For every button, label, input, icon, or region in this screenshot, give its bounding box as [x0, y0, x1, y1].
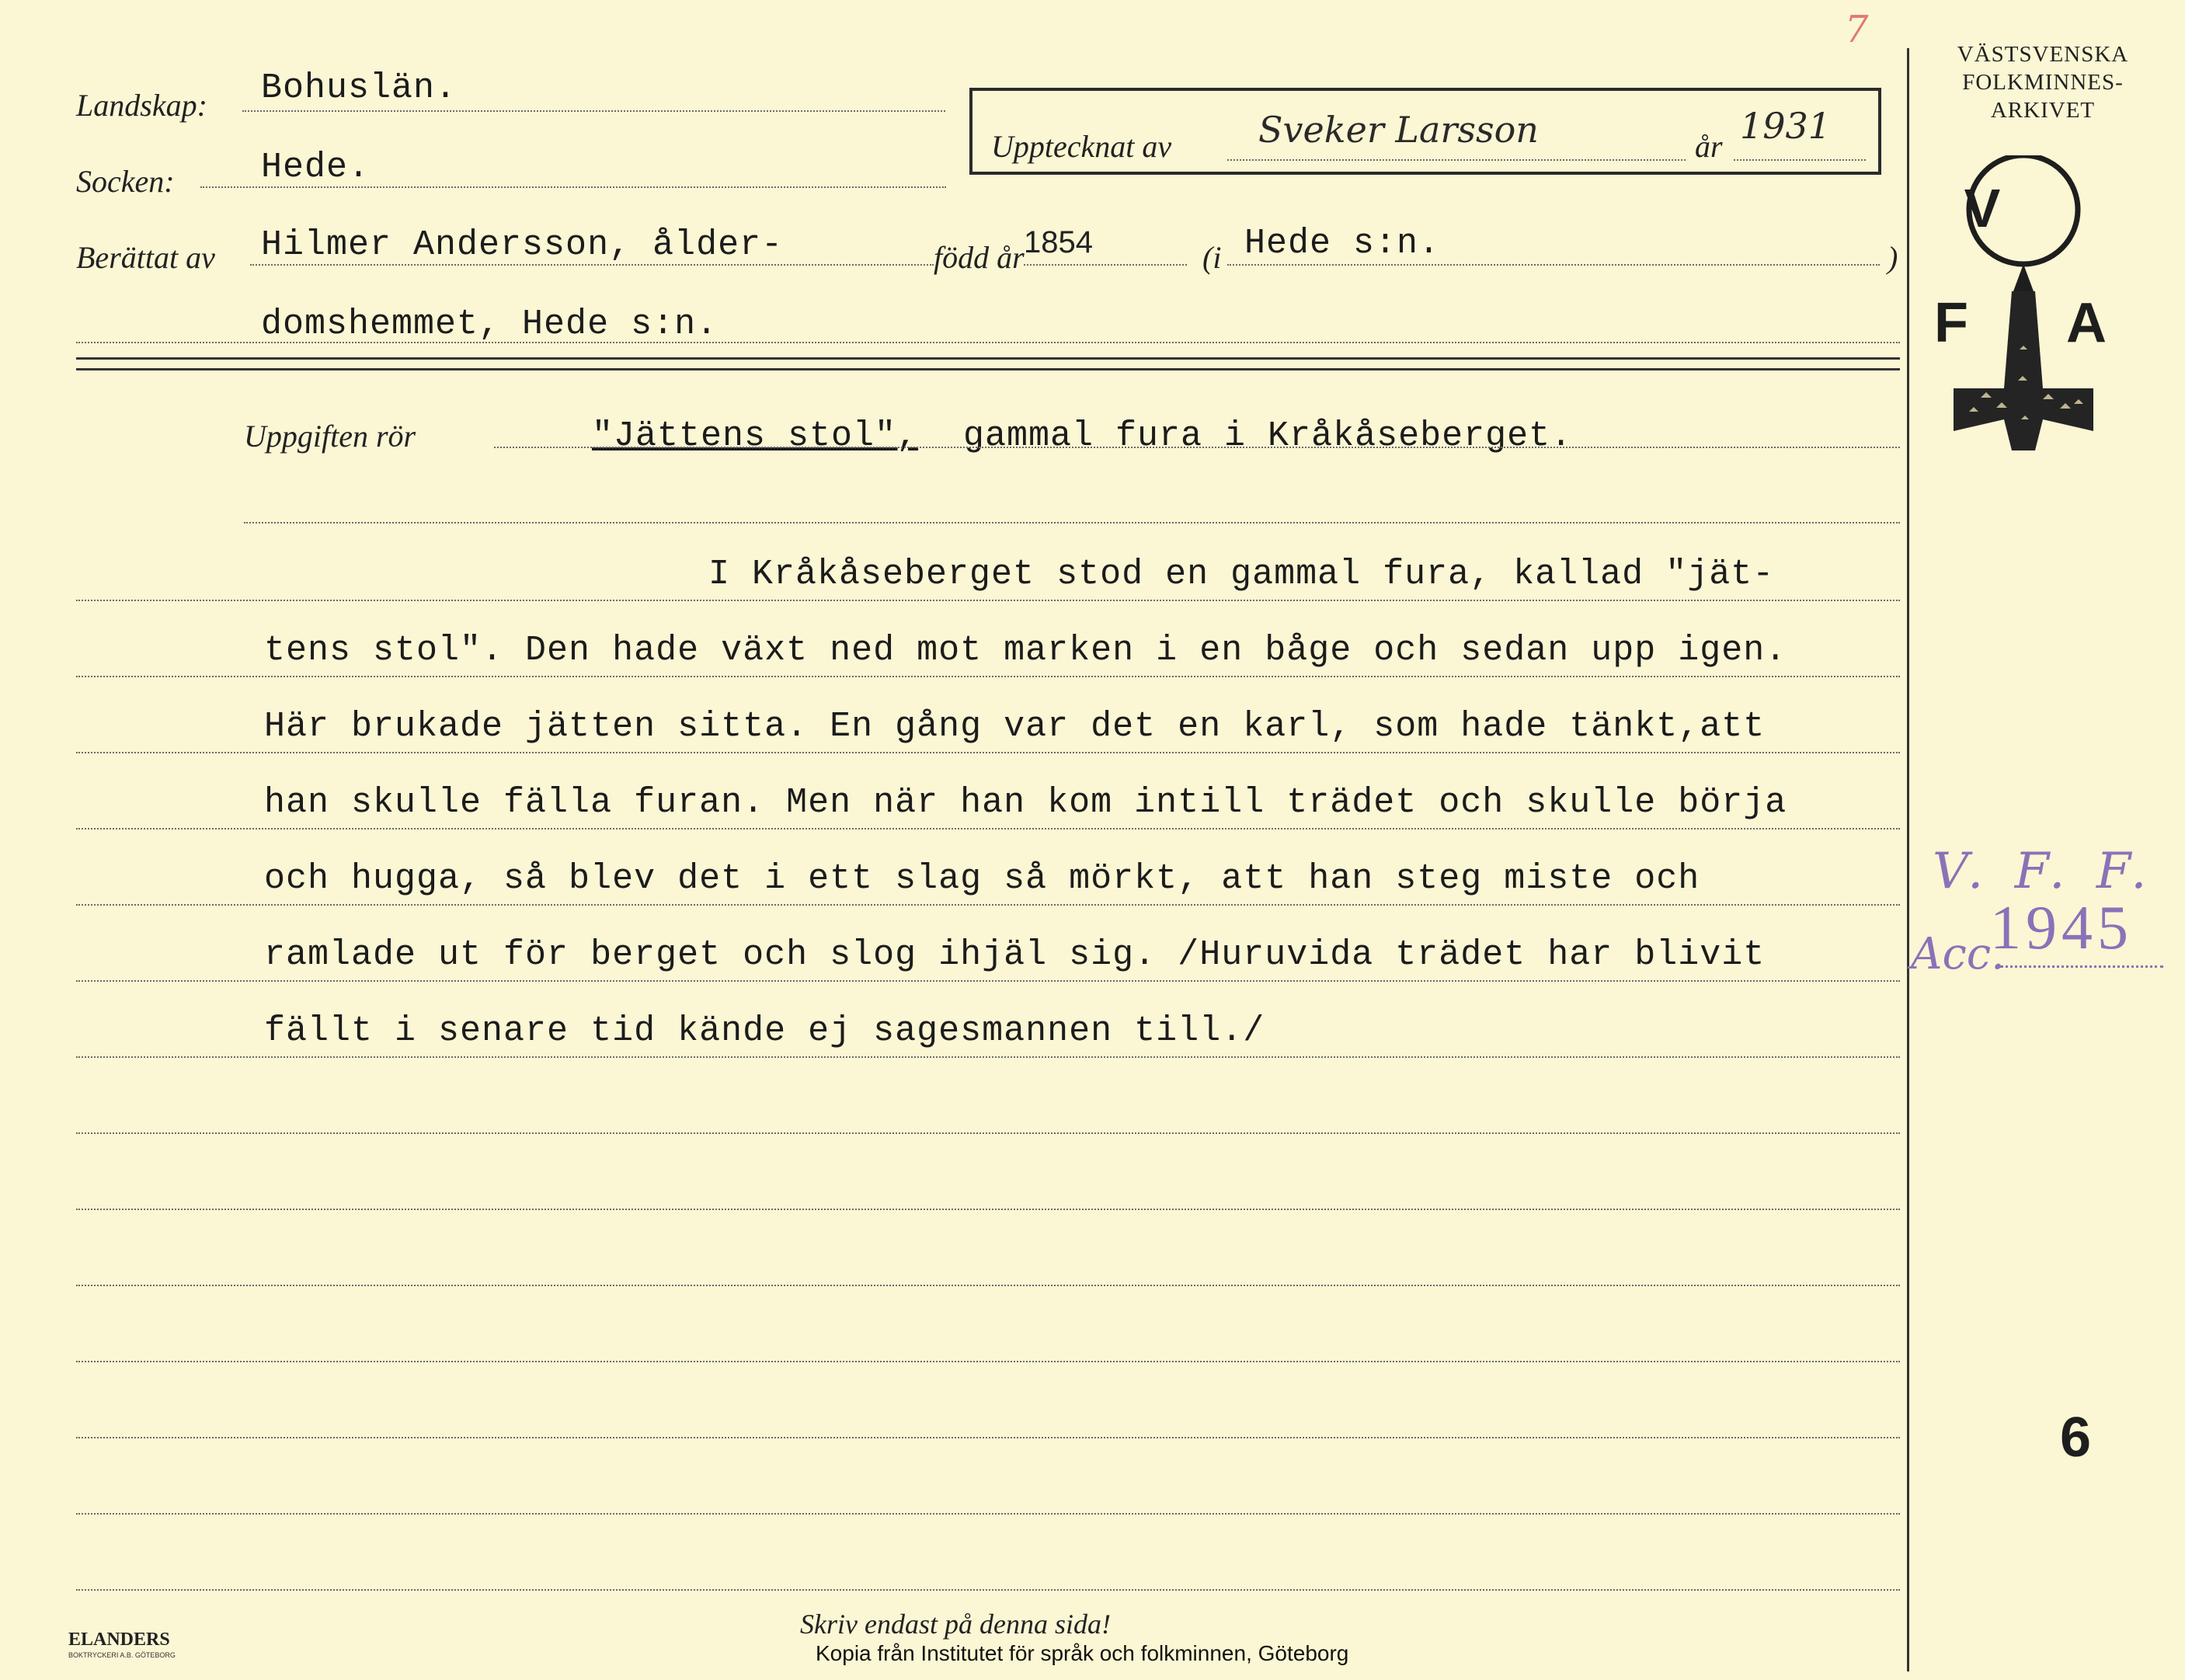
archive-name-line-1: VÄSTSVENSKA — [1957, 42, 2129, 67]
page-number: 6 — [2060, 1407, 2092, 1469]
narrated-by-line-2: domshemmet, Hede s:n. — [261, 304, 718, 344]
subject-line-2 — [244, 522, 1900, 523]
ruled-line — [76, 828, 1900, 830]
place-value: Hede s:n. — [1244, 224, 1441, 263]
subject-title: "Jättens stol", — [592, 416, 919, 456]
body-line-3: Här brukade jätten sitta. En gång var det en karl, som hade tänkt,att — [264, 707, 1766, 746]
ruled-line — [76, 1285, 1900, 1286]
year-label: år — [1695, 129, 1723, 164]
subject-line-1 — [494, 447, 1900, 448]
ruled-line — [76, 1209, 1900, 1210]
archive-name-line-2: FOLKMINNES- — [1962, 70, 2124, 95]
ruled-line — [76, 1589, 1900, 1591]
body-line-2: tens stol". Den hade växt ned mot marken i en båge och sedan upp igen. — [264, 631, 1787, 670]
narrated-by-line-1: Hilmer Andersson, ålder- — [261, 225, 784, 265]
body-line-6: ramlade ut för berget och slog ihjäl sig. /Huruvida trädet har blivit — [264, 935, 1766, 975]
corner-mark: 7 — [1845, 8, 1869, 51]
header-rule-bottom — [76, 368, 1900, 370]
stamp-underline — [2000, 965, 2163, 968]
ruled-line — [76, 1513, 1900, 1515]
ruled-line — [76, 752, 1900, 753]
socken-label: Socken: — [76, 164, 175, 199]
narrated-by-underline-2 — [76, 342, 1900, 343]
stamp-vff: V. F. F. — [1933, 843, 2155, 900]
stamp-acc-number: 1945 — [1990, 894, 2133, 962]
ruled-line — [76, 1056, 1900, 1058]
stamp-acc-label: Acc. — [1911, 929, 2005, 979]
footer-instruction: Skriv endast på denna sida! — [800, 1609, 1111, 1640]
ruled-line — [76, 1437, 1900, 1438]
narrated-by-underline-1 — [250, 264, 934, 266]
body-line-1: I Kråkåseberget stod en gammal fura, kallad "jät- — [708, 555, 1775, 594]
margin-divider — [1907, 48, 1909, 1671]
year-value: 1931 — [1740, 105, 1832, 147]
place-line — [1227, 264, 1880, 266]
archive-name — [1915, 40, 2171, 124]
socken-line — [200, 186, 946, 188]
recorded-by-label: Upptecknat av — [991, 129, 1172, 164]
born-value: 1854 — [1024, 225, 1093, 259]
place-suffix: ) — [1888, 240, 1898, 275]
logo-letter-v: V — [1964, 178, 2001, 238]
ruled-line — [76, 1132, 1900, 1134]
body-line-4: han skulle fälla furan. Men när han kom intill trädet och skulle börja — [264, 783, 1787, 823]
printer-sub: BOKTRYCKERI A.B. GÖTEBORG — [68, 1651, 176, 1659]
archive-name-line-3: ARKIVET — [1990, 98, 2096, 123]
ruled-line — [76, 980, 1900, 982]
landskap-label: Landskap: — [76, 88, 207, 123]
subject-rest: gammal fura i Kråkåseberget. — [963, 416, 1573, 456]
born-line — [1024, 264, 1187, 266]
ruled-line — [76, 1361, 1900, 1362]
logo-letter-f: F — [1934, 292, 1968, 354]
body-line-5: och hugga, så blev det i ett slag så mörkt, att han steg miste och — [264, 859, 1700, 899]
ruled-line — [76, 676, 1900, 677]
logo-letter-a: A — [2066, 292, 2107, 354]
printer-mark: ELANDERS — [68, 1630, 170, 1650]
narrated-by-label: Berättat av — [76, 240, 215, 275]
recorded-by-value: Sveker Larsson — [1258, 109, 1539, 151]
copy-notice: Kopia från Institutet för språk och folkminnen, Göteborg — [816, 1641, 1349, 1665]
subject-label: Uppgiften rör — [244, 419, 416, 454]
recorded-by-line — [1227, 159, 1686, 161]
ruled-line — [76, 904, 1900, 906]
landskap-value: Bohuslän. — [261, 68, 458, 108]
born-label: född år — [934, 240, 1025, 275]
socken-value: Hede. — [261, 148, 371, 187]
landskap-line — [242, 110, 945, 112]
ruled-line — [76, 600, 1900, 601]
place-prefix: (i — [1202, 240, 1222, 275]
year-line — [1734, 159, 1866, 161]
header-rule-top — [76, 357, 1900, 360]
body-line-7: fällt i senare tid kände ej sagesmannen till./ — [264, 1011, 1265, 1051]
